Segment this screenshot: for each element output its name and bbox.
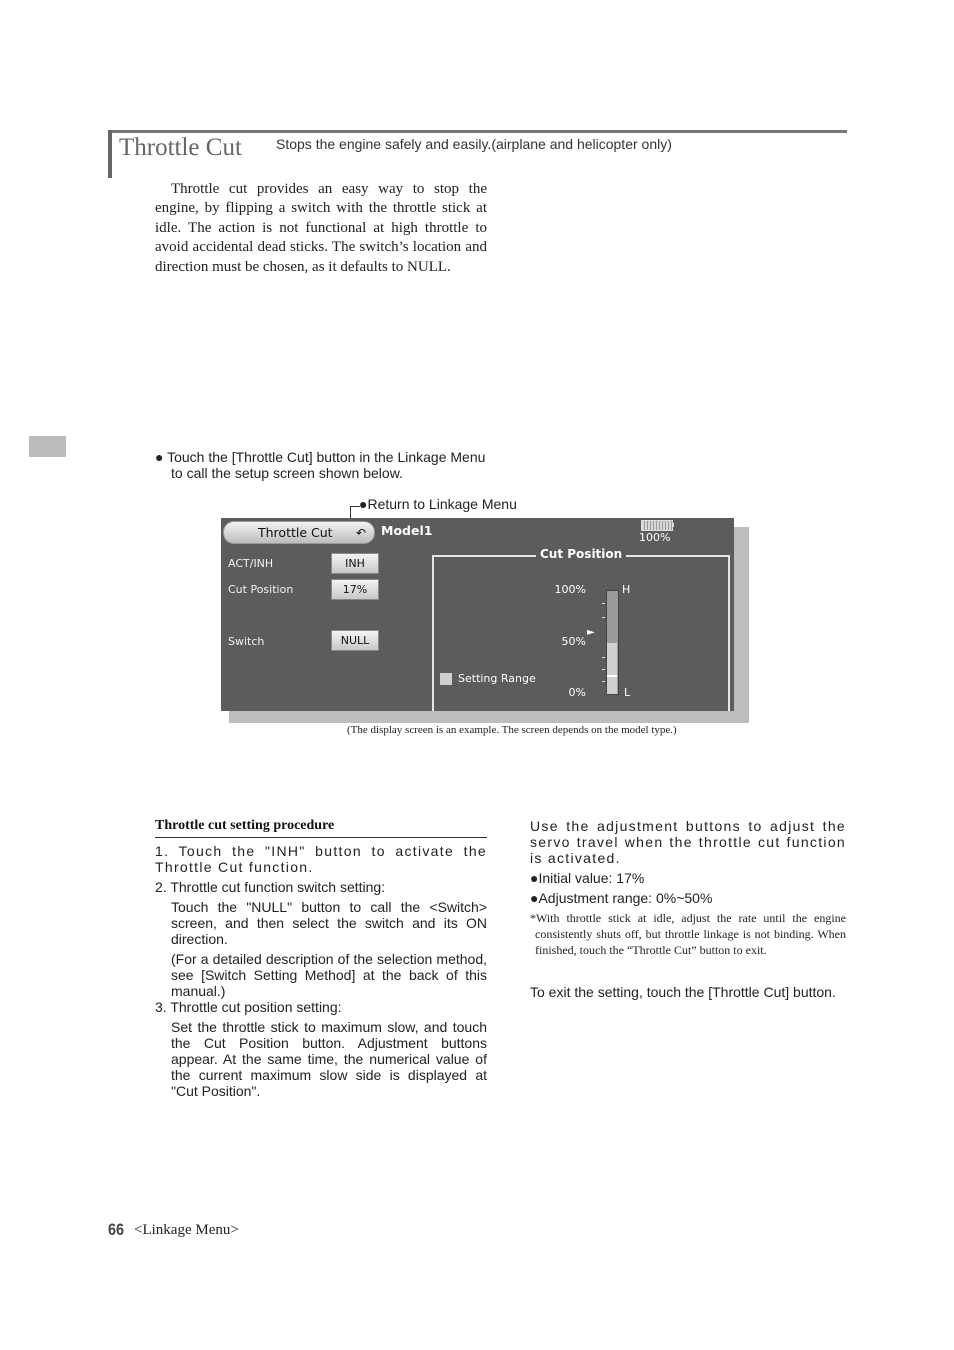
step-2-note: (For a detailed description of the selection method, see [Switch Setting Method] at the back of this manual.): [171, 951, 487, 999]
setting-range-fill: [607, 643, 617, 695]
act-inh-label: ACT/INH: [228, 557, 274, 570]
battery-icon: [641, 520, 673, 531]
adjustment-range: ●Adjustment range: 0%~50%: [530, 890, 713, 906]
header-rule: [110, 130, 847, 133]
adjust-note: *With throttle stick at idle, adjust the rate until the engine consistently shuts off, but throttle linkage is not binding. When finished, touch the “Throttle Cut” button to exit.: [530, 911, 846, 957]
scale-tick: [602, 657, 605, 658]
adjustment-info: [530, 818, 846, 1000]
battery-level: 100%: [639, 531, 671, 544]
exit-instruction: To exit the setting, touch the [Throttle Cut] button.: [530, 984, 836, 1000]
scale-tick: [602, 681, 605, 682]
cut-position-indicator: [607, 675, 617, 677]
step-3: 3. Throttle cut position setting:: [155, 999, 342, 1015]
switch-label: Switch: [228, 635, 265, 648]
scale-0: 0%: [568, 686, 586, 699]
throttle-cut-return-button[interactable]: [223, 521, 375, 544]
intro-paragraph: Throttle cut provides an easy way to stop the engine, by flipping a switch with the throttle stick at idle. The action is not functional at high throttle to avoid accidental dead sticks. The switch’s location and direction must be chosen, as it defaults to NULL.: [155, 181, 487, 275]
page-number: 66: [108, 1220, 125, 1239]
act-inh-button[interactable]: INH: [331, 553, 379, 574]
step-1: 1. Touch the "INH" button to activate the Throttle Cut function.: [155, 843, 487, 875]
battery-icon-tip: [672, 523, 674, 527]
cut-position-label: Cut Position: [228, 583, 294, 596]
screen-caption: (The display screen is an example. The screen depends on the model type.): [347, 724, 677, 736]
setup-screen: [221, 518, 734, 711]
section-tab: [29, 436, 66, 457]
page-title: Throttle Cut: [119, 134, 242, 161]
header-bar: [108, 130, 112, 178]
step-2-text: Touch the "NULL" button to call the <Switch> screen, and then select the switch and its ON direction.: [171, 899, 487, 947]
page-subtitle: Stops the engine safely and easily.(airplane and helicopter only): [276, 136, 672, 152]
instruction: [155, 449, 555, 481]
return-icon: ↶: [356, 526, 367, 540]
callout-return-label: ●Return to Linkage Menu: [359, 496, 517, 512]
model-name: Model1: [381, 523, 433, 538]
footer-section: <Linkage Menu>: [134, 1222, 239, 1238]
scale-100: 100%: [554, 583, 586, 596]
initial-value: ●Initial value: 17%: [530, 870, 645, 886]
procedure-title: Throttle cut setting procedure: [155, 818, 335, 833]
setting-range-legend: Setting Range: [458, 672, 536, 685]
procedure-steps: [155, 843, 487, 1099]
setting-range-legend-swatch: [440, 673, 452, 685]
scale-50: 50%: [561, 635, 586, 648]
switch-button[interactable]: NULL: [331, 630, 379, 651]
adjust-paragraph: Use the adjustment buttons to adjust the servo travel when the throttle cut function is activated.: [530, 818, 846, 866]
scale-tick: [602, 617, 605, 618]
intro-text: [155, 180, 487, 277]
throttle-marker-icon: ►: [587, 627, 595, 638]
procedure-rule: [155, 837, 487, 838]
low-label: L: [624, 686, 631, 699]
cut-position-panel-title: Cut Position: [536, 547, 626, 561]
scale-tick: [602, 669, 605, 670]
scale-tick: [602, 603, 605, 604]
instruction-line-1: ● Touch the [Throttle Cut] button in the Linkage Menu: [155, 449, 486, 465]
step-3-text: Set the throttle stick to maximum slow, and touch the Cut Position button. Adjustment buttons appear. At the same time, the numerical value of the current maximum slow side is displayed at "Cut Position".: [171, 1019, 487, 1099]
high-label: H: [622, 583, 631, 596]
step-2: 2. Throttle cut function switch setting:: [155, 879, 386, 895]
instruction-line-2: to call the setup screen shown below.: [171, 465, 403, 481]
screen-title: Throttle Cut: [258, 525, 333, 540]
cut-position-button[interactable]: 17%: [331, 579, 379, 600]
